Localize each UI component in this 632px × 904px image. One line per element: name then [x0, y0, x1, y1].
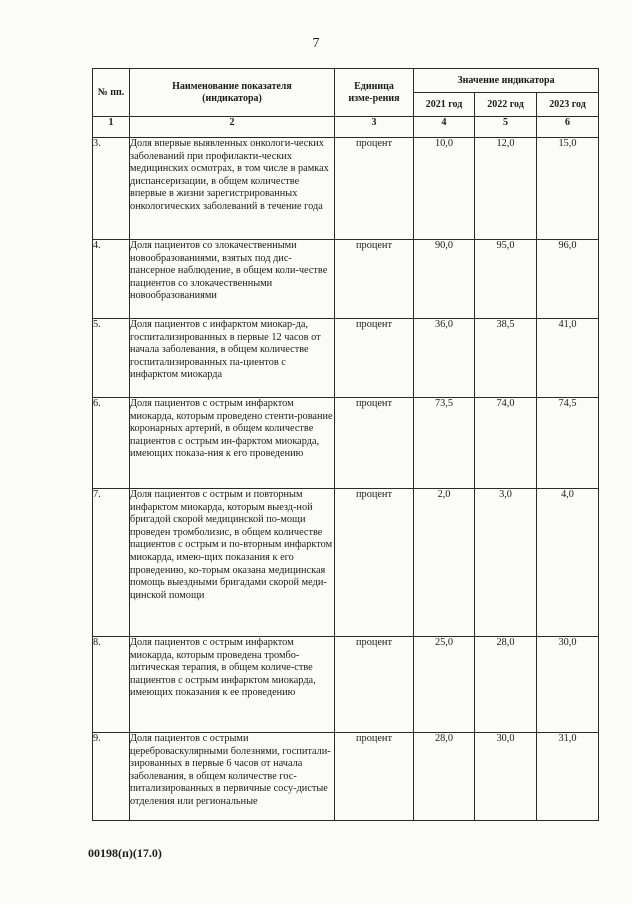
indicator-name: Доля пациентов с острыми цереброваскулярными болезнями, госпитали-зированных в первые 6 часов от начала заболевания, в общем количестве гос-питализированных в первичные сосу-дистые отделения или региональные — [130, 733, 335, 821]
indicator-name: Доля пациентов со злокачественными новообразованиями, взятых под дис-пансерное наблюдение, в общем коли-честве пациентов со злокачественными новообразованиями — [130, 240, 335, 319]
value-2023: 31,0 — [537, 733, 599, 821]
indicators-table — [92, 68, 599, 821]
unit-cell: процент — [335, 637, 414, 733]
value-2023: 15,0 — [537, 138, 599, 240]
unit-cell: процент — [335, 240, 414, 319]
indicator-name: Доля пациентов с инфарктом миокар-да, госпитализированных в первые 12 часов от начала заболевания, в общем количестве госпитализированных па-циентов с инфарктом миокарда — [130, 319, 335, 398]
row-index: 5. — [93, 319, 130, 398]
value-2023: 30,0 — [537, 637, 599, 733]
column-number: 1 — [93, 117, 130, 138]
header-name: Наименование показателя (индикатора) — [130, 69, 335, 117]
value-2022: 12,0 — [475, 138, 537, 240]
column-number: 4 — [414, 117, 475, 138]
indicator-name: Доля пациентов с острым инфарктом миокарда, которым проведена тромбо-литическая терапия, в общем количе-стве пациентов с острым инфарктом миокарда, имеющих показания к ее проведению — [130, 637, 335, 733]
header-year-2022: 2022 год — [475, 93, 537, 117]
value-2023: 74,5 — [537, 398, 599, 489]
header-unit: Единица изме-рения — [335, 69, 414, 117]
table-row — [93, 319, 599, 398]
value-2022: 28,0 — [475, 637, 537, 733]
header-year-2021: 2021 год — [414, 93, 475, 117]
row-index: 4. — [93, 240, 130, 319]
value-2021: 73,5 — [414, 398, 475, 489]
column-number: 2 — [130, 117, 335, 138]
value-2021: 90,0 — [414, 240, 475, 319]
indicator-name: Доля пациентов с острым и повторным инфарктом миокарда, которым выезд-ной бригадой скорой медицинской по-мощи проведен тромболизис, в общем количестве пациентов с острым и по-вторным инфарктом миокарда, имею-щих показания к его проведению, ко-торым оказана медицинская помощь выездными бригадами скорой меди-цинской помощи — [130, 489, 335, 637]
value-2021: 28,0 — [414, 733, 475, 821]
value-2022: 3,0 — [475, 489, 537, 637]
column-number: 6 — [537, 117, 599, 138]
unit-cell: процент — [335, 319, 414, 398]
table-row — [93, 637, 599, 733]
unit-cell: процент — [335, 138, 414, 240]
header-year-2023: 2023 год — [537, 93, 599, 117]
row-index: 3. — [93, 138, 130, 240]
value-2022: 38,5 — [475, 319, 537, 398]
table-row — [93, 398, 599, 489]
table-row — [93, 489, 599, 637]
unit-cell: процент — [335, 489, 414, 637]
value-2021: 10,0 — [414, 138, 475, 240]
unit-cell: процент — [335, 733, 414, 821]
column-number: 3 — [335, 117, 414, 138]
value-2022: 95,0 — [475, 240, 537, 319]
column-number: 5 — [475, 117, 537, 138]
row-index: 8. — [93, 637, 130, 733]
header-index: № пп. — [93, 69, 130, 117]
unit-cell: процент — [335, 398, 414, 489]
row-index: 7. — [93, 489, 130, 637]
document-code: 00198(п)(17.0) — [88, 846, 162, 860]
table-row — [93, 733, 599, 821]
value-2023: 41,0 — [537, 319, 599, 398]
page-number: 7 — [312, 36, 320, 51]
value-2022: 30,0 — [475, 733, 537, 821]
table-row — [93, 240, 599, 319]
table-row — [93, 138, 599, 240]
value-2023: 96,0 — [537, 240, 599, 319]
row-index: 9. — [93, 733, 130, 821]
value-2022: 74,0 — [475, 398, 537, 489]
value-2023: 4,0 — [537, 489, 599, 637]
value-2021: 36,0 — [414, 319, 475, 398]
row-index: 6. — [93, 398, 130, 489]
value-2021: 25,0 — [414, 637, 475, 733]
indicator-name: Доля впервые выявленных онкологи-ческих заболеваний при профилакти-ческих медицинских осмотрах, в том числе в рамках диспансеризации, в общем количестве впервые в жизни зарегистрированных онкологических заболеваний в течение года — [130, 138, 335, 240]
value-2021: 2,0 — [414, 489, 475, 637]
header-value-group: Значение индикатора — [414, 69, 599, 93]
indicator-name: Доля пациентов с острым инфарктом миокарда, которым проведено стенти-рование коронарных артерий, в общем количестве пациентов с острым ин-фарктом миокарда, имеющих показа-ния к его проведению — [130, 398, 335, 489]
